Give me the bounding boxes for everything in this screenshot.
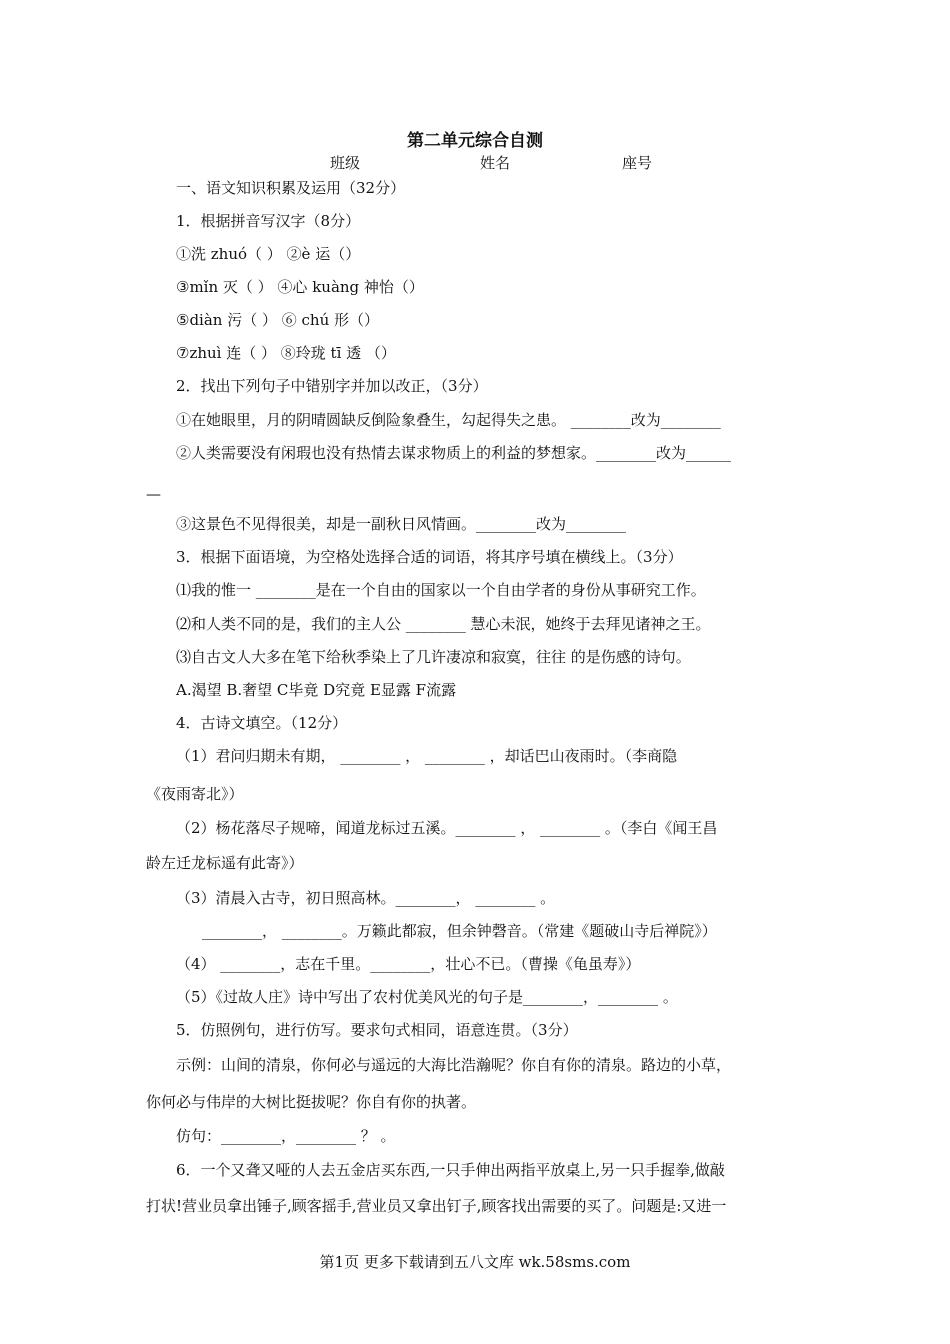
section-heading-1: 一、语文知识积累及运用（32分） — [176, 179, 406, 197]
q2-sentence-2-wrap: — — [146, 485, 161, 503]
q4-item-2-wrap: 龄左迁龙标遥有此寄》） — [146, 854, 304, 872]
q4-item-1-wrap: 《夜雨寄北》） — [146, 785, 244, 803]
question-6-text: 6．一个又聋又哑的人去五金店买东西,一只手伸出两指平放桌上,另一只手握拳,做敲 — [176, 1161, 725, 1179]
page-title: 第二单元综合自测 — [407, 131, 543, 151]
q5-example: 示例：山间的清泉，你何必与遥远的大海比浩瀚呢？你自有你的清泉。路边的小草， — [176, 1056, 732, 1074]
seat-label: 座号 — [622, 154, 653, 172]
question-6-text-wrap: 打状!营业员拿出锤子,顾客摇手,营业员又拿出钉子,顾客找出需要的买了。问题是:又进一 — [146, 1197, 727, 1215]
q1-item-row: ①洗 zhuó（ ） ②è 运（） — [176, 245, 361, 263]
page-footer: 第1页 更多下载请到五八文库 wk.58sms.com — [319, 1253, 631, 1271]
q3-item-1: ⑴我的惟一 ________是在一个自由的国家以一个自由学者的身份从事研究工作。 — [176, 581, 706, 599]
question-1-title: 1．根据拼音写汉字（8分） — [176, 212, 361, 230]
q2-sentence-1: ①在她眼里，月的阴晴圆缺反倒险象叠生，勾起得失之患。 ________改为________ — [176, 411, 721, 429]
question-4-title: 4．古诗文填空。（12分） — [176, 714, 348, 732]
q4-item-3: （3）清晨入古寺，初日照高林。________， ________ 。 — [176, 889, 556, 907]
q4-item-4: （4） ________，志在千里。________，壮心不已。（曹操《龟虽寿》） — [176, 955, 641, 973]
q4-item-3-cont: ________， ________。万籁此都寂，但余钟磬音。（常建《题破山寺后禅院》） — [202, 922, 717, 940]
question-3-title: 3．根据下面语境，为空格处选择合适的词语，将其序号填在横线上。（3分） — [176, 548, 683, 566]
question-2-title: 2．找出下列句子中错别字并加以改正，（3分） — [176, 377, 488, 395]
q3-item-2: ⑵和人类不同的是，我们的主人公 ________ 慧心未泯，她终于去拜见诸神之王。 — [176, 615, 711, 633]
name-label: 姓名 — [480, 154, 511, 172]
class-label: 班级 — [330, 154, 361, 172]
q1-item-row: ③mǐn 灭（ ） ④心 kuàng 神怡（） — [176, 278, 424, 296]
q1-item-row: ⑤diàn 污（ ） ⑥ chú 形（） — [176, 311, 380, 329]
q4-item-2: （2）杨花落尽子规啼，闻道龙标过五溪。________ ， ________ 。（李白《闻王昌 — [176, 819, 718, 837]
q1-item-row: ⑦zhuì 连（ ） ⑧玲珑 tī 透 （） — [176, 344, 396, 362]
q3-item-3: ⑶自古文人大多在笔下给秋季染上了几许凄凉和寂寞，往往 的是伤感的诗句。 — [176, 648, 691, 666]
q5-example-wrap: 你何必与伟岸的大树比挺拔呢？你自有你的执著。 — [146, 1093, 477, 1111]
q4-item-1: （1）君问归期未有期， ________ ， ________ ，却话巴山夜雨时。（李商隐 — [176, 747, 678, 765]
q4-item-5: （5）《过故人庄》诗中写出了农村优美风光的句子是________，________ 。 — [176, 988, 678, 1006]
q2-sentence-3: ③这景色不见得很美，却是一副秋日风情画。________改为________ — [176, 515, 627, 533]
q5-answer-line: 仿句：________，________ ？ 。 — [176, 1127, 396, 1145]
q2-sentence-2: ②人类需要没有闲瑕也没有热情去谋求物质上的利益的梦想家。________改为______ — [176, 444, 732, 462]
question-5-title: 5．仿照例句，进行仿写。要求句式相同，语意连贯。（3分） — [176, 1021, 578, 1039]
q3-options: A.渴望 B.奢望 C毕竟 D究竟 E显露 F流露 — [176, 681, 457, 699]
